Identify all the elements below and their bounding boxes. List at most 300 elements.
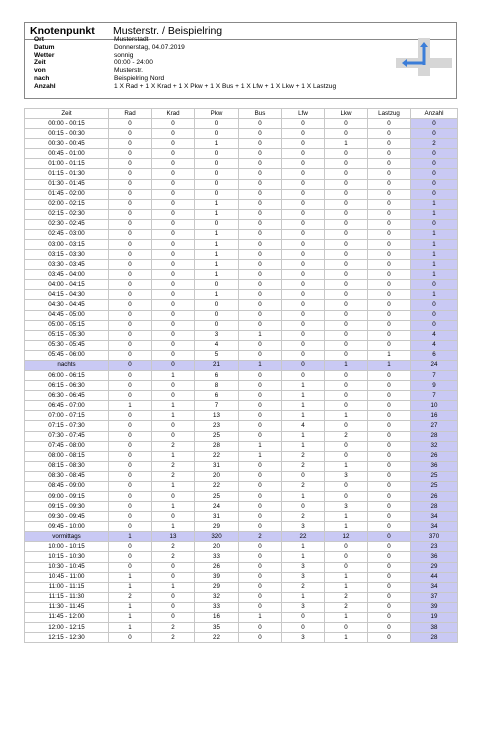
count-cell: 0 (109, 421, 152, 431)
count-cell: 0 (152, 229, 195, 239)
table-row (25, 219, 458, 229)
column-header: Rad (109, 109, 152, 119)
time-cell: 08:45 - 09:00 (25, 481, 109, 491)
count-table (24, 108, 458, 643)
count-cell: 0 (368, 612, 411, 622)
meta-list (34, 36, 394, 91)
count-cell: 0 (152, 330, 195, 340)
count-cell: 1 (325, 572, 368, 582)
count-cell: 0 (325, 209, 368, 219)
time-cell: 05:30 - 05:45 (25, 340, 109, 350)
total-cell: 0 (411, 169, 458, 179)
count-cell: 0 (368, 179, 411, 189)
table-header-row (25, 109, 458, 119)
count-cell: 0 (325, 149, 368, 159)
count-cell: 0 (325, 552, 368, 562)
count-cell: 0 (368, 169, 411, 179)
count-cell: 0 (152, 209, 195, 219)
count-cell: 1 (239, 451, 282, 461)
count-cell: 0 (282, 280, 325, 290)
count-cell: 3 (282, 562, 325, 572)
table-row (25, 512, 458, 522)
total-cell: 32 (411, 441, 458, 451)
count-cell: 0 (239, 209, 282, 219)
count-cell: 0 (239, 169, 282, 179)
time-cell: 02:15 - 02:30 (25, 209, 109, 219)
count-cell: 16 (195, 612, 239, 622)
time-cell: 07:00 - 07:15 (25, 411, 109, 421)
count-cell: 21 (195, 360, 239, 370)
time-cell: 02:45 - 03:00 (25, 229, 109, 239)
total-cell: 27 (411, 421, 458, 431)
meta-key: Ort (34, 36, 44, 43)
count-cell: 33 (195, 602, 239, 612)
table-row (25, 169, 458, 179)
count-cell: 0 (282, 471, 325, 481)
time-cell: 02:00 - 02:15 (25, 199, 109, 209)
count-cell: 1 (282, 491, 325, 501)
meta-value: Musterstadt (114, 36, 149, 43)
time-cell: 04:15 - 04:30 (25, 290, 109, 300)
count-cell: 0 (109, 491, 152, 501)
column-header: Lkw (325, 109, 368, 119)
time-cell: 06:00 - 06:15 (25, 371, 109, 381)
count-cell: 0 (239, 340, 282, 350)
count-cell: 0 (109, 260, 152, 270)
count-cell: 0 (195, 179, 239, 189)
count-cell: 1 (195, 209, 239, 219)
total-cell: 0 (411, 280, 458, 290)
count-cell: 0 (239, 350, 282, 360)
table-row (25, 381, 458, 391)
count-cell: 26 (195, 562, 239, 572)
meta-row (34, 67, 394, 75)
count-cell: 2 (109, 592, 152, 602)
count-cell: 0 (282, 360, 325, 370)
count-cell: 0 (368, 310, 411, 320)
total-cell: 0 (411, 300, 458, 310)
count-cell: 0 (152, 391, 195, 401)
count-cell: 0 (152, 280, 195, 290)
meta-key: von (34, 67, 46, 75)
count-cell: 0 (109, 129, 152, 139)
time-cell: 04:30 - 04:45 (25, 300, 109, 310)
time-cell: 04:45 - 05:00 (25, 310, 109, 320)
count-cell: 0 (368, 481, 411, 491)
count-cell: 0 (109, 461, 152, 471)
table-row (25, 270, 458, 280)
count-cell: 2 (282, 461, 325, 471)
total-cell: 0 (411, 129, 458, 139)
table-row (25, 622, 458, 632)
time-cell: 11:00 - 11:15 (25, 582, 109, 592)
count-cell: 0 (368, 532, 411, 542)
count-cell: 0 (152, 219, 195, 229)
count-cell: 0 (195, 149, 239, 159)
count-cell: 0 (239, 552, 282, 562)
count-cell: 2 (282, 451, 325, 461)
count-cell: 0 (239, 280, 282, 290)
count-cell: 0 (152, 179, 195, 189)
count-cell: 0 (368, 441, 411, 451)
count-cell: 0 (109, 310, 152, 320)
count-cell: 2 (325, 431, 368, 441)
meta-value: 1 X Rad + 1 X Krad + 1 X Pkw + 1 X Bus + 1 X Lfw + 1 X Lkw + 1 X Lastzug (114, 82, 337, 90)
count-cell: 0 (195, 119, 239, 129)
time-cell: 11:15 - 11:30 (25, 592, 109, 602)
time-cell: 10:45 - 11:00 (25, 572, 109, 582)
count-cell: 1 (282, 411, 325, 421)
count-cell: 1 (325, 612, 368, 622)
count-cell: 0 (109, 119, 152, 129)
table-row (25, 129, 458, 139)
count-cell: 0 (152, 119, 195, 129)
column-header: Krad (152, 109, 195, 119)
count-cell: 2 (152, 622, 195, 632)
count-cell: 1 (282, 542, 325, 552)
count-cell: 0 (282, 229, 325, 239)
time-cell: 03:15 - 03:30 (25, 250, 109, 260)
table-row (25, 582, 458, 592)
time-cell: 10:00 - 10:15 (25, 542, 109, 552)
count-cell: 1 (325, 633, 368, 643)
count-cell: 1 (195, 270, 239, 280)
time-cell: 01:45 - 02:00 (25, 189, 109, 199)
count-cell: 1 (109, 602, 152, 612)
count-cell: 0 (368, 471, 411, 481)
count-cell: 2 (239, 532, 282, 542)
count-cell: 6 (195, 391, 239, 401)
count-cell: 0 (368, 491, 411, 501)
meta-key: Anzahl (34, 82, 56, 90)
time-cell: 08:15 - 08:30 (25, 461, 109, 471)
time-cell: 00:45 - 01:00 (25, 149, 109, 159)
table-row (25, 461, 458, 471)
count-cell: 2 (152, 542, 195, 552)
meta-row (34, 52, 394, 60)
count-cell: 1 (325, 461, 368, 471)
count-cell: 0 (239, 391, 282, 401)
count-cell: 0 (368, 119, 411, 129)
subtotal-row (25, 532, 458, 542)
count-cell: 2 (282, 582, 325, 592)
meta-row (34, 59, 394, 67)
count-cell: 0 (325, 441, 368, 451)
time-cell: 08:30 - 08:45 (25, 471, 109, 481)
count-cell: 0 (195, 280, 239, 290)
table-row (25, 199, 458, 209)
count-cell: 12 (325, 532, 368, 542)
count-cell: 0 (368, 209, 411, 219)
count-cell: 0 (152, 421, 195, 431)
table-row (25, 139, 458, 149)
count-cell: 1 (152, 411, 195, 421)
total-cell: 38 (411, 622, 458, 632)
count-cell: 0 (368, 199, 411, 209)
total-cell: 1 (411, 209, 458, 219)
count-cell: 2 (325, 592, 368, 602)
count-cell: 0 (325, 300, 368, 310)
count-cell: 0 (282, 129, 325, 139)
count-cell: 1 (152, 582, 195, 592)
count-cell: 0 (109, 330, 152, 340)
total-cell: 25 (411, 471, 458, 481)
count-cell: 0 (282, 119, 325, 129)
count-cell: 1 (195, 290, 239, 300)
count-cell: 1 (368, 360, 411, 370)
count-cell: 0 (325, 310, 368, 320)
count-cell: 35 (195, 622, 239, 632)
count-cell: 0 (109, 209, 152, 219)
count-cell: 320 (195, 532, 239, 542)
total-cell: 4 (411, 340, 458, 350)
table-row (25, 431, 458, 441)
total-cell: 0 (411, 189, 458, 199)
time-cell: 07:45 - 08:00 (25, 441, 109, 451)
count-cell: 22 (195, 451, 239, 461)
table-row (25, 310, 458, 320)
count-cell: 0 (325, 401, 368, 411)
count-cell: 0 (239, 300, 282, 310)
time-cell: 10:30 - 10:45 (25, 562, 109, 572)
count-cell: 0 (109, 159, 152, 169)
count-cell: 0 (109, 371, 152, 381)
count-cell: 0 (368, 401, 411, 411)
count-cell: 0 (239, 159, 282, 169)
count-cell: 1 (325, 360, 368, 370)
count-cell: 0 (368, 159, 411, 169)
count-cell: 0 (368, 451, 411, 461)
time-cell: 11:30 - 11:45 (25, 602, 109, 612)
count-cell: 0 (239, 481, 282, 491)
count-cell: 1 (368, 350, 411, 360)
count-cell: 0 (239, 199, 282, 209)
count-cell: 33 (195, 552, 239, 562)
count-cell: 1 (109, 532, 152, 542)
table-row (25, 612, 458, 622)
count-cell: 0 (325, 280, 368, 290)
count-cell: 0 (152, 250, 195, 260)
count-cell: 0 (109, 229, 152, 239)
count-cell: 0 (325, 229, 368, 239)
time-cell: vormittags (25, 532, 109, 542)
total-cell: 370 (411, 532, 458, 542)
table-row (25, 411, 458, 421)
count-cell: 0 (152, 310, 195, 320)
count-cell: 0 (368, 129, 411, 139)
count-cell: 0 (282, 622, 325, 632)
count-cell: 1 (195, 260, 239, 270)
total-cell: 44 (411, 572, 458, 582)
total-cell: 36 (411, 552, 458, 562)
count-cell: 0 (109, 411, 152, 421)
meta-value: 00:00 - 24:00 (114, 59, 153, 67)
count-cell: 29 (195, 522, 239, 532)
count-cell: 0 (282, 179, 325, 189)
count-cell: 1 (195, 199, 239, 209)
count-cell: 0 (239, 512, 282, 522)
table-row (25, 471, 458, 481)
count-cell: 0 (152, 129, 195, 139)
time-cell: 11:45 - 12:00 (25, 612, 109, 622)
time-cell: 04:00 - 04:15 (25, 280, 109, 290)
count-cell: 0 (195, 189, 239, 199)
subtotal-row (25, 360, 458, 370)
count-cell: 0 (239, 219, 282, 229)
count-cell: 1 (152, 522, 195, 532)
time-cell: 00:00 - 00:15 (25, 119, 109, 129)
count-cell: 22 (195, 481, 239, 491)
table-row (25, 502, 458, 512)
count-cell: 0 (325, 240, 368, 250)
count-cell: 1 (109, 622, 152, 632)
count-cell: 0 (109, 149, 152, 159)
count-cell: 4 (195, 340, 239, 350)
time-cell: 09:15 - 09:30 (25, 502, 109, 512)
table-row (25, 481, 458, 491)
count-cell: 0 (152, 350, 195, 360)
count-cell: 3 (325, 471, 368, 481)
time-cell: 03:30 - 03:45 (25, 260, 109, 270)
count-cell: 1 (325, 411, 368, 421)
count-cell: 0 (282, 350, 325, 360)
count-cell: 0 (195, 310, 239, 320)
count-cell: 0 (368, 280, 411, 290)
table-row (25, 602, 458, 612)
count-cell: 3 (195, 330, 239, 340)
count-cell: 2 (152, 471, 195, 481)
count-cell: 0 (368, 512, 411, 522)
count-cell: 0 (152, 340, 195, 350)
count-cell: 0 (152, 300, 195, 310)
count-cell: 0 (109, 320, 152, 330)
total-cell: 34 (411, 582, 458, 592)
count-cell: 0 (325, 481, 368, 491)
count-cell: 0 (368, 602, 411, 612)
count-cell: 0 (109, 199, 152, 209)
table-row (25, 320, 458, 330)
count-cell: 0 (368, 592, 411, 602)
count-cell: 0 (368, 290, 411, 300)
total-cell: 26 (411, 451, 458, 461)
count-cell: 0 (152, 360, 195, 370)
time-cell: 08:00 - 08:15 (25, 451, 109, 461)
count-cell: 0 (152, 381, 195, 391)
table-row (25, 209, 458, 219)
count-cell: 1 (195, 240, 239, 250)
count-cell: 0 (239, 592, 282, 602)
count-cell: 0 (109, 300, 152, 310)
count-cell: 0 (195, 159, 239, 169)
count-cell: 0 (109, 451, 152, 461)
count-cell: 0 (152, 431, 195, 441)
count-cell: 0 (368, 421, 411, 431)
count-cell: 0 (109, 441, 152, 451)
time-cell: 00:15 - 00:30 (25, 129, 109, 139)
time-cell: 01:30 - 01:45 (25, 179, 109, 189)
column-header: Pkw (195, 109, 239, 119)
count-cell: 0 (368, 189, 411, 199)
table-row (25, 391, 458, 401)
count-cell: 1 (282, 401, 325, 411)
count-cell: 0 (239, 320, 282, 330)
count-cell: 3 (282, 602, 325, 612)
count-cell: 0 (282, 240, 325, 250)
count-cell: 1 (152, 502, 195, 512)
count-cell: 0 (239, 250, 282, 260)
count-cell: 0 (152, 260, 195, 270)
table-row (25, 300, 458, 310)
count-cell: 4 (282, 421, 325, 431)
count-cell: 0 (239, 381, 282, 391)
count-cell: 0 (109, 350, 152, 360)
total-cell: 29 (411, 562, 458, 572)
count-cell: 8 (195, 381, 239, 391)
junction-arrow-icon (396, 38, 452, 76)
time-cell: 12:00 - 12:15 (25, 622, 109, 632)
count-cell: 0 (239, 189, 282, 199)
count-cell: 0 (195, 169, 239, 179)
count-cell: 0 (239, 582, 282, 592)
meta-value: Musterstr. (114, 67, 143, 75)
count-cell: 0 (239, 229, 282, 239)
column-header: Bus (239, 109, 282, 119)
count-cell: 0 (239, 240, 282, 250)
time-cell: 07:30 - 07:45 (25, 431, 109, 441)
count-cell: 0 (368, 371, 411, 381)
count-cell: 0 (325, 250, 368, 260)
table-row (25, 240, 458, 250)
count-cell: 0 (325, 179, 368, 189)
count-cell: 1 (239, 441, 282, 451)
count-cell: 5 (195, 350, 239, 360)
total-cell: 23 (411, 542, 458, 552)
column-header: Anzahl (411, 109, 458, 119)
count-cell: 1 (109, 612, 152, 622)
count-cell: 2 (152, 441, 195, 451)
count-cell: 0 (325, 169, 368, 179)
count-cell: 0 (109, 219, 152, 229)
table-row (25, 633, 458, 643)
count-cell: 0 (239, 421, 282, 431)
table-row (25, 542, 458, 552)
count-cell: 20 (195, 542, 239, 552)
count-cell: 0 (152, 512, 195, 522)
count-cell: 0 (239, 371, 282, 381)
total-cell: 7 (411, 371, 458, 381)
count-cell: 0 (239, 179, 282, 189)
count-cell: 29 (195, 582, 239, 592)
meta-key: nach (34, 74, 50, 82)
count-cell: 0 (325, 542, 368, 552)
count-cell: 0 (282, 250, 325, 260)
table-row (25, 491, 458, 501)
count-cell: 0 (239, 633, 282, 643)
table-row (25, 119, 458, 129)
count-cell: 0 (109, 502, 152, 512)
count-cell: 0 (195, 129, 239, 139)
time-cell: 01:15 - 01:30 (25, 169, 109, 179)
count-cell: 0 (152, 240, 195, 250)
count-cell: 0 (152, 612, 195, 622)
total-cell: 2 (411, 139, 458, 149)
count-cell: 0 (325, 330, 368, 340)
count-cell: 0 (239, 139, 282, 149)
count-cell: 1 (152, 451, 195, 461)
total-cell: 0 (411, 219, 458, 229)
count-cell: 2 (282, 512, 325, 522)
total-cell: 0 (411, 159, 458, 169)
